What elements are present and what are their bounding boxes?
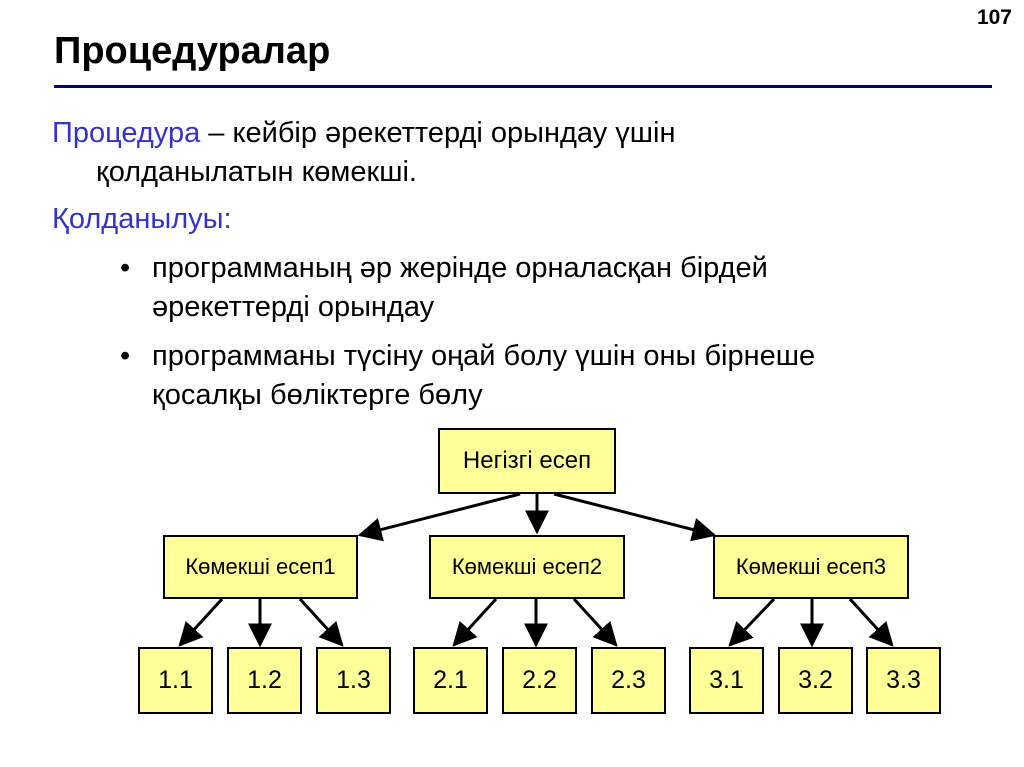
leaf-box-3-3: 3.3 [866,647,941,714]
leaf-box-2-2: 2.2 [502,647,577,714]
bullet-line-2: әрекеттерді орындау [152,291,435,323]
arrow-sub2-to-leaf [454,599,496,645]
arrow-sub2-to-leaf [574,599,616,645]
arrow-root-to-sub1 [360,494,520,535]
definition-line-1: – кейбір әрекеттерді орындау үшін [200,117,676,149]
arrow-sub3-to-leaf [850,599,892,645]
page-title: Процедуралар [54,30,331,72]
leaf-box-3-2: 3.2 [778,647,853,714]
subtask-box-3: Көмекші есеп3 [713,535,909,599]
arrow-root-to-sub3 [554,494,714,535]
subtask-box-1: Көмекші есеп1 [163,535,358,599]
bullet-line-2: қосалқы бөліктерге бөлу [152,379,483,411]
usage-heading: Қолданылуы: [52,203,232,235]
bullet-line-1: программаның әр жерінде орналасқан бірдей [152,252,768,284]
arrow-sub3-to-leaf [730,599,774,645]
leaf-box-2-3: 2.3 [591,647,666,714]
bullet-icon: • [120,340,131,372]
definition-term: Процедура [52,117,201,149]
bullet-line-1: программаны түсіну оңай болу үшін оны бірнеше [152,340,816,372]
leaf-box-1-1: 1.1 [138,647,213,714]
root-box: Негізгі есеп [438,428,616,494]
subtask-box-2: Көмекші есеп2 [429,535,625,599]
leaf-box-3-1: 3.1 [689,647,764,714]
definition-line-2: қолданылатын көмекші. [96,156,417,188]
leaf-box-2-1: 2.1 [413,647,488,714]
bullet-icon: • [120,252,131,284]
leaf-box-1-2: 1.2 [227,647,302,714]
leaf-box-1-3: 1.3 [316,647,391,714]
arrow-sub1-to-leaf [300,599,342,645]
page-number: 107 [976,6,1012,29]
arrow-sub1-to-leaf [180,599,222,645]
